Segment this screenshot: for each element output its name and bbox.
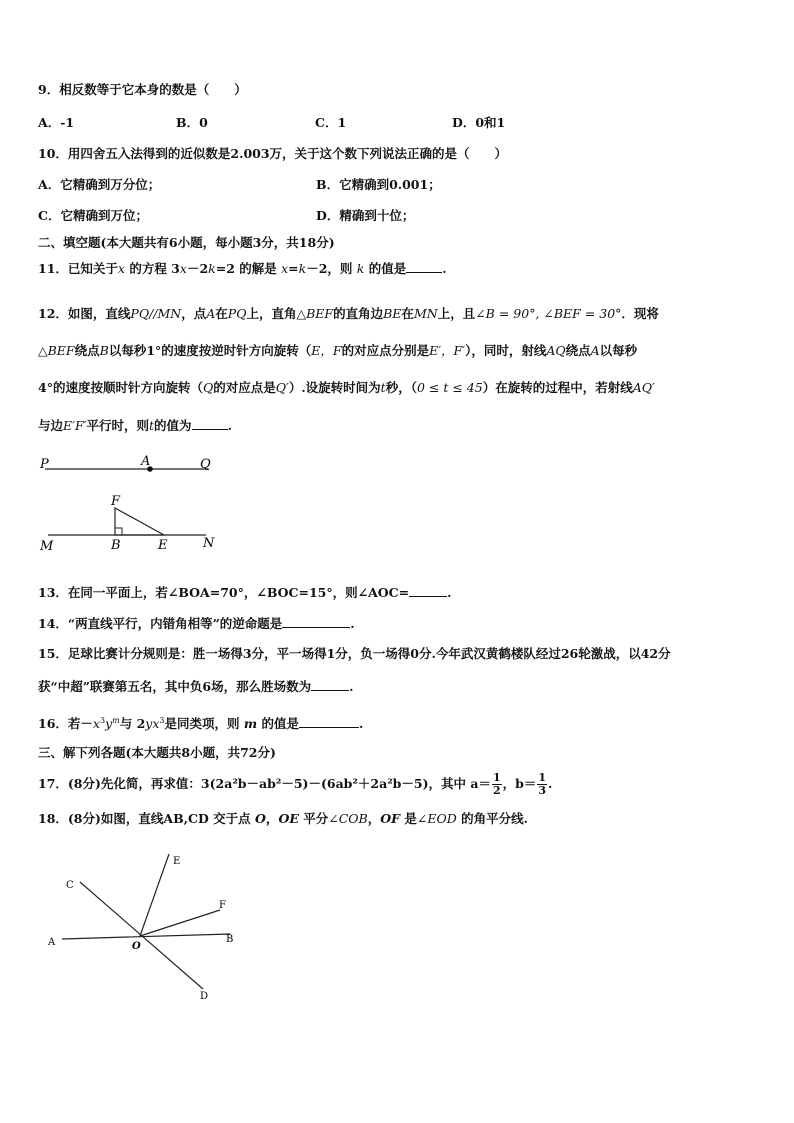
q16-var-m: m [243,716,258,732]
question-10-stem: 10．用四舍五入法得到的近似数是2.003万，关于这个数下列说法正确的是（ ） [38,146,508,161]
q11-text: 的值是 [364,261,407,276]
q12-math: △BEF [38,343,75,358]
q12-math: t [380,380,386,395]
q12-text: 以每秒 [599,343,638,358]
q11-var-k: k [298,261,307,276]
fraction-one-half [492,772,502,797]
q16-text: 的值是 [257,716,299,732]
q12-math: △BEF [296,306,334,321]
label-b: B [111,538,121,553]
q12-math: A [590,343,600,358]
q12-text: ）.设旋转时间为 [288,380,381,395]
q11-var-x: x [117,261,125,276]
q16-math: x [92,716,100,732]
ray-oe [140,854,169,936]
label-e: E [158,538,168,553]
section-2-heading: 二、填空题(本大题共有6小题，每小题3分，共18分) [38,235,335,250]
q18-math: OF [380,811,400,826]
q11-text: 11．已知关于 [38,261,118,276]
question-18 [38,811,528,827]
q12-text: 4°的速度按顺时针方向旋转（ [38,380,203,395]
question-12-line-4 [38,417,232,434]
q12-math: B [99,343,109,358]
fraction-denominator: 3 [538,784,547,797]
q12-text: 以每秒1°的速度按逆时针方向旋转（ [108,343,312,358]
q12-text: ，点 [181,306,207,321]
q18-math: ∠COB [328,811,368,826]
q12-math: PQ//MN [130,306,182,321]
q12-text: 上，且 [437,306,476,321]
question-15-line-2 [38,678,353,695]
question-12-line-2 [38,343,637,359]
q9-option-c: C．1 [315,115,347,130]
ray-of [140,910,220,936]
q16-exponent: m [112,716,120,725]
q18-math: ∠EOD [416,811,457,826]
label-a: A [141,454,151,469]
q10-option-d: D．精确到十位； [316,208,415,223]
q12-text: 的对应点是 [213,380,276,395]
q12-text: 与边 [38,418,64,433]
q18-text: 是 [399,811,417,826]
q16-exponent: 3 [99,716,106,725]
question-12-line-3 [38,380,655,396]
label-q: Q [200,457,211,472]
question-16 [38,713,363,732]
q11-text: . [442,261,447,276]
q16-text: . [358,716,364,732]
q16-text: 16．若－ [38,716,93,732]
figure-parallel-lines-triangle [30,448,230,556]
q12-math: ∠B = 90°, ∠BEF = 30° [475,306,622,321]
q16-text: 是同类项，则 [164,716,244,732]
q11-text: =2 的解是 [215,261,282,276]
label-e: E [173,856,181,867]
fraction-numerator: 1 [492,771,501,784]
q17-text: . [548,776,553,791]
q12-text: 12．如图，直线 [38,306,131,321]
q16-text: 与 2 [119,716,146,732]
q12-math: PQ [227,306,247,321]
answer-blank [192,417,228,430]
label-f: F [111,494,121,509]
q16-math: yx [145,716,160,732]
question-9-stem: 9．相反数等于它本身的数是（ ） [38,82,247,97]
label-m: M [40,539,54,554]
q11-text: = [288,261,299,276]
q10-option-a: A．它精确到万分位； [38,177,161,192]
q17-text: ，b＝ [502,776,537,791]
q12-text: 绕点 [74,343,100,358]
q12-text: ．现将 [621,306,659,321]
q17-text: 17．(8分)先化简，再求值：3(2a²b－ab²－5)－(6ab²＋2a²b－5)，其中 a＝ [38,776,491,791]
fraction-denominator: 2 [492,784,501,797]
label-n: N [203,536,215,551]
label-b: B [226,934,234,945]
q12-text: 绕点 [565,343,591,358]
q12-text: 的值为 [154,418,192,433]
q13-text: 13．在同一平面上，若∠BOA=70°，∠BOC=15°，则∠AOC= [38,585,410,600]
q11-text: －2，则 [306,261,357,276]
section-3-heading: 三、解下列各题(本大题共8小题，共72分) [38,745,276,760]
q11-var-x: x [179,261,187,276]
q11-text: 的方程 3 [124,261,180,276]
right-angle-mark [115,528,122,535]
label-c: C [66,880,74,891]
q12-text: ）在旋转的过程中，若射线 [482,380,633,395]
q14-text: 14．“两直线平行，内错角相等”的逆命题是 [38,616,283,631]
q18-text: 的角平分线. [456,811,528,826]
q12-math: Q′ [275,380,289,395]
q14-text: . [350,616,355,631]
q11-text: －2 [186,261,209,276]
answer-blank [406,260,442,273]
q16-math: y [105,716,113,732]
q15-text: 获“中超”联赛第五名，其中负6场，那么胜场数为 [38,679,312,694]
label-a: A [48,937,56,948]
label-d: D [200,991,209,1002]
q13-text: . [447,585,452,600]
q10-option-b: B．它精确到0.001； [316,177,441,192]
answer-blank [282,615,350,628]
q12-text: 的对应点分别是 [341,343,430,358]
question-13 [38,584,451,601]
q16-exponent: 3 [159,716,165,725]
q18-math: O [255,811,266,826]
fraction-numerator: 1 [538,771,547,784]
q12-text: 秒，（ [385,380,417,395]
q12-math: Q [202,380,214,395]
question-14 [38,615,355,632]
answer-blank [409,584,447,597]
q12-math: E′F′ [63,418,87,433]
q9-option-d: D．0和1 [452,115,506,130]
q12-math: t [149,418,155,433]
answer-blank [299,715,359,728]
q12-text: ），同时，射线 [465,343,547,358]
q11-var-x: x [281,261,289,276]
q15-text: . [349,679,354,694]
answer-blank [311,678,349,691]
label-p: P [40,457,49,472]
question-15-line-1: 15．足球比赛计分规则是：胜一场得3分，平一场得1分，负一场得0分.今年武汉黄鹤楼队经过26轮激战，以42分 [38,646,671,661]
label-o: O [132,941,141,952]
q12-text: 的直角边 [333,306,384,321]
label-f: F [219,900,226,911]
fraction-one-third [537,772,547,797]
q12-text: 平行时，则 [86,418,150,433]
q18-math: OE [278,811,299,826]
q18-text: ， [265,811,279,826]
q12-text: 上，直角 [246,306,297,321]
question-17 [38,772,552,797]
q12-text: 在 [401,306,414,321]
q9-option-b: B．0 [176,115,208,130]
q12-math: AQ′ [632,380,655,395]
q12-math: MN [413,306,438,321]
q11-var-k: k [356,261,365,276]
q12-text: . [227,418,232,433]
q18-text: ， [367,811,381,826]
figure-intersecting-lines [40,848,250,1008]
q12-text: 在 [215,306,228,321]
q12-math: 0 ≤ t ≤ 45 [416,380,483,395]
q12-math: AQ [546,343,566,358]
q12-math: A [206,306,216,321]
question-12-line-1 [38,306,659,322]
q11-var-k: k [208,261,216,276]
q12-math: E，F [311,343,342,358]
question-11 [38,260,447,277]
q10-option-c: C．它精确到万位； [38,208,148,223]
q9-option-a: A．-1 [38,115,75,130]
q12-math: E′，F′ [429,343,466,358]
q18-text: 平分 [298,811,329,826]
line-ab [62,934,230,939]
q18-text: 18．(8分)如图，直线AB,CD 交于点 [38,811,256,826]
q12-math: BE [383,306,402,321]
